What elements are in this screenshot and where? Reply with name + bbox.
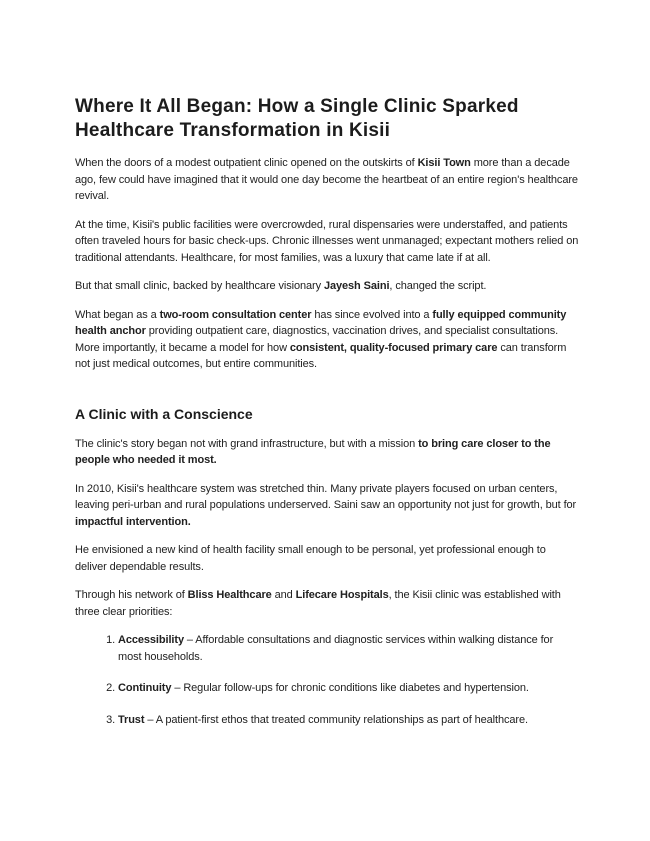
section-paragraph-4: Through his network of Bliss Healthcare and Lifecare Hospitals, the Kisii clinic was established with three clear priorities: xyxy=(75,589,561,618)
page-title: Where It All Began: How a Single Clinic Sparked Healthcare Transformation in Kisii xyxy=(75,96,519,141)
intro-paragraph-2: At the time, Kisii's public facilities were overcrowded, rural dispensaries were understaffed, and patients often traveled hours for basic check-ups. Chronic illnesses went unmanaged; expectant mothers relied on traditional attendants. Healthcare, for most families, was a luxury that came late if at all. xyxy=(75,218,579,264)
priority-item-trust: 3. Trust – A patient-first ethos that treated community relationships as part of healthcare. xyxy=(118,712,579,729)
section-heading: A Clinic with a Conscience xyxy=(75,405,253,422)
section-paragraph-2: In 2010, Kisii's healthcare system was stretched thin. Many private players focused on urban centers, leaving peri-urban and rural populations underserved. Saini saw an opportunity not just for growth, but for impactful intervention. xyxy=(75,482,577,528)
section-paragraph-3: He envisioned a new kind of health facility small enough to be personal, yet professional enough to deliver dependable results. xyxy=(75,544,546,573)
section-paragraph-1: The clinic's story began not with grand infrastructure, but with a mission to bring care closer to the people who needed it most. xyxy=(75,437,551,466)
document-content xyxy=(75,95,579,728)
priority-item-accessibility: 1. Accessibility – Affordable consultations and diagnostic services within walking distance for most households. xyxy=(118,632,579,665)
priorities-list xyxy=(75,632,579,728)
priority-item-continuity: 2. Continuity – Regular follow-ups for chronic conditions like diabetes and hypertension. xyxy=(118,680,579,697)
intro-paragraph-4: What began as a two-room consultation center has since evolved into a fully equipped community health anchor providing outpatient care, diagnostics, vaccination drives, and specialist consultations. More importantly, it became a model for how consistent, quality-focused primary care can transform not just medical outcomes, but entire communities. xyxy=(75,308,567,370)
intro-paragraph-3: But that small clinic, backed by healthcare visionary Jayesh Saini, changed the script. xyxy=(75,280,487,292)
intro-paragraph-1: When the doors of a modest outpatient clinic opened on the outskirts of Kisii Town more than a decade ago, few could have imagined that it would one day become the heartbeat of an entire region's healthcare revival. xyxy=(75,157,578,202)
